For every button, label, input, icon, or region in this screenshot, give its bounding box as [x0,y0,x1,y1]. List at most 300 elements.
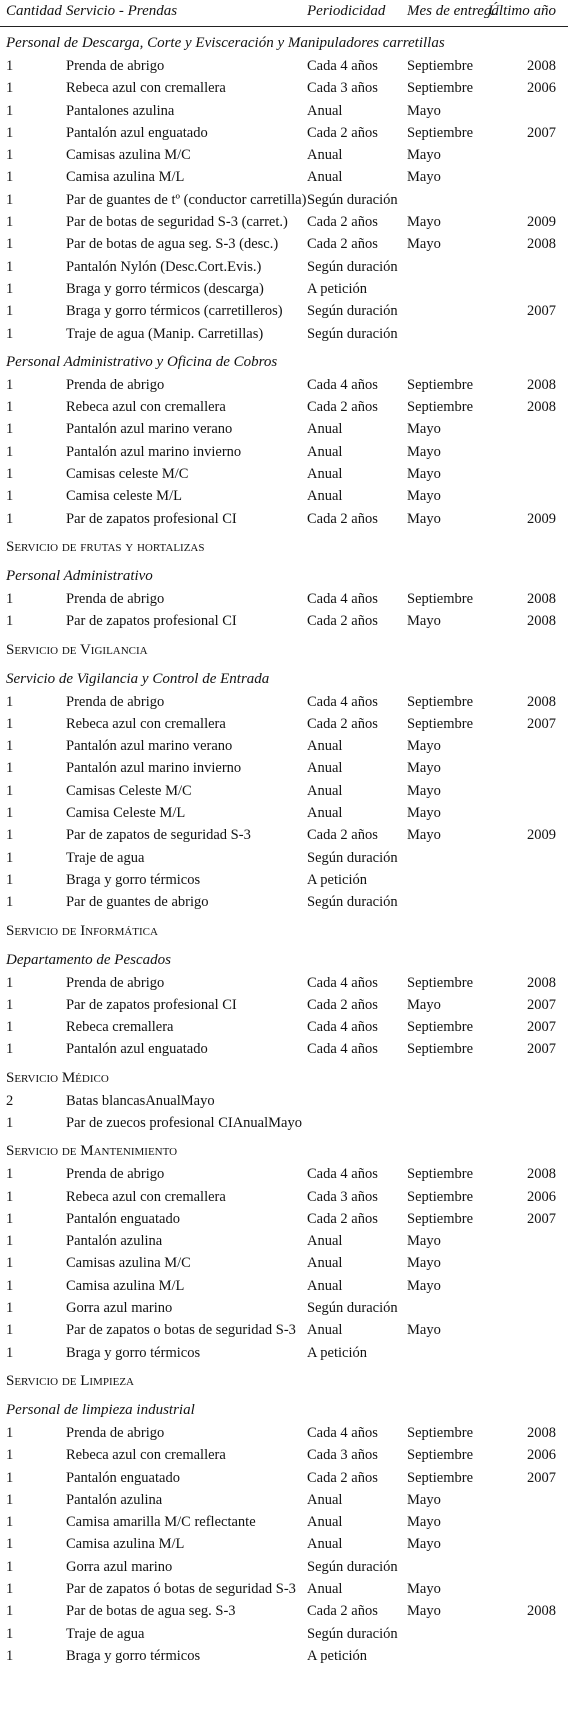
row-cantidad: 1 [6,1581,14,1598]
row-prenda: Pantalón azul marino verano [66,738,233,755]
row-ultimo-ano: 2009 [527,510,556,527]
row-prenda: Braga y gorro térmicos (carretilleros) [66,303,283,320]
row-cantidad: 1 [6,1188,14,1205]
row-cantidad: 1 [6,590,14,607]
row-cantidad: 1 [6,894,14,911]
table-row [0,56,568,78]
row-mes-entrega: Septiembre [407,80,474,97]
row-mes-entrega: Mayo [407,1514,441,1531]
row-periodicidad: Según duración [307,325,398,342]
row-periodicidad: Cada 2 años [307,124,378,141]
row-mes-entrega: Mayo [407,1603,441,1620]
row-prenda: Batas blancasAnualMayo [66,1092,215,1109]
table-row [0,257,568,279]
row-periodicidad: Cada 2 años [307,214,378,231]
row-cantidad: 1 [6,613,14,630]
row-cantidad: 1 [6,1277,14,1294]
row-cantidad: 1 [6,1647,14,1664]
table-row [0,1039,568,1061]
row-periodicidad: Cada 4 años [307,1019,378,1036]
row-cantidad: 1 [6,510,14,527]
row-mes-entrega: Mayo [407,169,441,186]
row-ultimo-ano: 2008 [527,974,556,991]
section-title: Servicio de Vigilancia y Control de Entrada [6,670,270,687]
row-mes-entrega: Septiembre [407,693,474,710]
row-prenda: Gorra azul marino [66,1558,173,1575]
table-row [0,167,568,189]
row-cantidad: 1 [6,191,14,208]
row-ultimo-ano: 2007 [527,1210,556,1227]
section-title: Servicio de Limpieza [6,1372,135,1389]
row-periodicidad: Anual [307,488,343,505]
row-prenda: Braga y gorro térmicos [66,1647,201,1664]
row-cantidad: 1 [6,738,14,755]
table-row [0,892,568,914]
row-ultimo-ano: 2006 [527,80,556,97]
row-prenda: Rebeca azul con cremallera [66,80,226,97]
row-periodicidad: Según duración [307,894,398,911]
section-heading [0,560,568,589]
row-mes-entrega: Mayo [407,421,441,438]
section-title: Personal Administrativo y Oficina de Cobros [6,353,278,370]
row-periodicidad: Cada 3 años [307,1447,378,1464]
row-cantidad: 1 [6,1625,14,1642]
row-periodicidad: Cada 2 años [307,1603,378,1620]
row-periodicidad: Cada 4 años [307,1166,378,1183]
table-row [0,781,568,803]
section-block [0,1365,568,1394]
row-mes-entrega: Mayo [407,827,441,844]
table-row [0,1091,568,1113]
section-title: Servicio de frutas y hortalizas [6,538,205,555]
section-block [0,1062,568,1136]
row-periodicidad: Anual [307,1255,343,1272]
row-prenda: Pantalón azul enguatado [66,124,208,141]
row-mes-entrega: Mayo [407,996,441,1013]
row-cantidad: 1 [6,1255,14,1272]
table-row [0,1231,568,1253]
table-row [0,301,568,323]
row-periodicidad: Cada 4 años [307,590,378,607]
row-ultimo-ano: 2008 [527,1424,556,1441]
row-prenda: Rebeca azul con cremallera [66,1447,226,1464]
row-cantidad: 1 [6,1019,14,1036]
row-periodicidad: Anual [307,1536,343,1553]
table-row [0,464,568,486]
row-mes-entrega: Mayo [407,214,441,231]
row-periodicidad: Anual [307,1581,343,1598]
row-prenda: Prenda de abrigo [66,376,165,393]
row-mes-entrega: Mayo [407,1581,441,1598]
row-periodicidad: Anual [307,738,343,755]
header-periodicidad: Periodicidad [307,3,386,19]
section-heading [0,531,568,560]
row-prenda: Pantalón enguatado [66,1210,180,1227]
table-row [0,692,568,714]
row-prenda: Camisa celeste M/L [66,488,182,505]
row-prenda: Par de guantes de abrigo [66,894,209,911]
row-ultimo-ano: 2008 [527,613,556,630]
row-ultimo-ano: 2008 [527,1603,556,1620]
row-prenda: Par de zapatos ó botas de seguridad S-3 [66,1581,296,1598]
table-row [0,78,568,100]
table-row [0,1557,568,1579]
row-periodicidad: Cada 2 años [307,996,378,1013]
row-periodicidad: Según duración [307,303,398,320]
row-periodicidad: Cada 4 años [307,974,378,991]
row-prenda: Pantalón azul marino invierno [66,443,242,460]
row-periodicidad: Anual [307,421,343,438]
row-cantidad: 1 [6,1166,14,1183]
section-title: Servicio de Mantenimiento [6,1143,178,1160]
table-row [0,419,568,441]
row-cantidad: 1 [6,871,14,888]
section-title: Departamento de Pescados [6,951,171,968]
row-prenda: Pantalón azulina [66,1491,163,1508]
table-row [0,1534,568,1556]
row-cantidad: 1 [6,169,14,186]
row-mes-entrega: Mayo [407,1322,441,1339]
row-cantidad: 1 [6,974,14,991]
row-prenda: Camisas celeste M/C [66,466,189,483]
row-prenda: Par de zapatos de seguridad S-3 [66,827,251,844]
table-row [0,324,568,346]
row-mes-entrega: Septiembre [407,1166,474,1183]
row-cantidad: 1 [6,1514,14,1531]
table-body [0,27,568,1668]
row-mes-entrega: Septiembre [407,124,474,141]
row-periodicidad: Cada 2 años [307,715,378,732]
row-prenda: Prenda de abrigo [66,974,165,991]
header-ultimo-ano: Último año [488,3,556,19]
row-prenda: Pantalones azulina [66,102,175,119]
row-ultimo-ano: 2008 [527,590,556,607]
row-mes-entrega: Septiembre [407,1447,474,1464]
row-mes-entrega: Septiembre [407,1424,474,1441]
section-heading [0,663,568,692]
row-mes-entrega: Mayo [407,510,441,527]
row-prenda: Prenda de abrigo [66,58,165,74]
table-row [0,1468,568,1490]
row-cantidad: 1 [6,236,14,253]
section-heading [0,1365,568,1394]
row-cantidad: 1 [6,1536,14,1553]
row-cantidad: 1 [6,102,14,119]
section-heading [0,915,568,944]
row-mes-entrega: Septiembre [407,58,474,74]
row-prenda: Camisa amarilla M/C reflectante [66,1514,256,1531]
row-prenda: Traje de agua [66,849,145,866]
row-mes-entrega: Septiembre [407,1210,474,1227]
row-mes-entrega: Mayo [407,1536,441,1553]
table-row [0,714,568,736]
row-periodicidad: Anual [307,1277,343,1294]
row-mes-entrega: Mayo [407,613,441,630]
row-periodicidad: A petición [307,871,368,888]
row-prenda: Pantalón azul enguatado [66,1041,208,1058]
row-mes-entrega: Septiembre [407,1041,474,1058]
row-prenda: Prenda de abrigo [66,590,165,607]
section-block [0,531,568,560]
row-ultimo-ano: 2007 [527,1041,556,1058]
section-block [0,1394,568,1668]
table-row [0,1253,568,1275]
section-heading [0,1062,568,1091]
section-block [0,634,568,663]
section-block [0,663,568,915]
row-ultimo-ano: 2008 [527,399,556,416]
row-cantidad: 1 [6,1041,14,1058]
row-mes-entrega: Mayo [407,1255,441,1272]
row-mes-entrega: Septiembre [407,376,474,393]
row-periodicidad: Anual [307,466,343,483]
table-row [0,397,568,419]
row-cantidad: 1 [6,1469,14,1486]
section-heading [0,634,568,663]
table-row [0,212,568,234]
table-row [0,123,568,145]
row-ultimo-ano: 2007 [527,996,556,1013]
row-prenda: Par de botas de agua seg. S-3 (desc.) [66,236,279,253]
table-row [0,1276,568,1298]
row-ultimo-ano: 2007 [527,124,556,141]
row-cantidad: 1 [6,996,14,1013]
row-prenda: Par de zapatos o botas de seguridad S-3 [66,1322,296,1339]
row-cantidad: 1 [6,466,14,483]
row-periodicidad: Cada 2 años [307,1469,378,1486]
row-prenda: Par de zuecos profesional CIAnualMayo [66,1114,302,1131]
table-row [0,190,568,212]
row-cantidad: 1 [6,58,14,74]
row-prenda: Prenda de abrigo [66,1424,165,1441]
table-row [0,1490,568,1512]
row-cantidad: 1 [6,443,14,460]
section-block [0,560,568,634]
row-prenda: Rebeca azul con cremallera [66,1188,226,1205]
row-prenda: Braga y gorro térmicos [66,871,201,888]
row-cantidad: 1 [6,1603,14,1620]
row-periodicidad: Según duración [307,1625,398,1642]
row-cantidad: 1 [6,421,14,438]
table-row [0,1423,568,1445]
row-periodicidad: A petición [307,1344,368,1361]
row-periodicidad: Cada 2 años [307,510,378,527]
row-periodicidad: Cada 2 años [307,613,378,630]
row-prenda: Par de zapatos profesional CI [66,510,237,527]
row-periodicidad: Cada 4 años [307,1041,378,1058]
table-header [0,0,568,27]
row-cantidad: 1 [6,376,14,393]
row-periodicidad: Cada 3 años [307,80,378,97]
row-mes-entrega: Septiembre [407,1188,474,1205]
table-row [0,736,568,758]
table-row [0,1343,568,1365]
row-ultimo-ano: 2006 [527,1447,556,1464]
row-mes-entrega: Mayo [407,236,441,253]
row-periodicidad: Anual [307,782,343,799]
table-row [0,995,568,1017]
row-cantidad: 1 [6,399,14,416]
row-prenda: Rebeca azul con cremallera [66,399,226,416]
row-prenda: Par de guantes de tº (conductor carretilla) [66,191,307,208]
row-mes-entrega: Mayo [407,102,441,119]
section-block [0,915,568,944]
row-prenda: Camisa azulina M/L [66,1536,185,1553]
table-row [0,1298,568,1320]
section-block [0,944,568,1062]
row-periodicidad: Anual [307,169,343,186]
row-prenda: Pantalón Nylón (Desc.Cort.Evis.) [66,258,262,275]
row-cantidad: 1 [6,147,14,164]
row-cantidad: 1 [6,849,14,866]
row-prenda: Pantalón azul marino invierno [66,760,242,777]
row-ultimo-ano: 2007 [527,1469,556,1486]
table-row [0,1320,568,1342]
row-mes-entrega: Septiembre [407,1019,474,1036]
row-mes-entrega: Septiembre [407,399,474,416]
row-cantidad: 1 [6,488,14,505]
row-periodicidad: Según duración [307,849,398,866]
row-mes-entrega: Mayo [407,782,441,799]
row-periodicidad: Cada 4 años [307,376,378,393]
row-periodicidad: Anual [307,805,343,822]
table-row [0,825,568,847]
row-cantidad: 1 [6,124,14,141]
row-cantidad: 1 [6,280,14,297]
row-periodicidad: Cada 4 años [307,58,378,74]
row-ultimo-ano: 2006 [527,1188,556,1205]
row-periodicidad: Anual [307,1491,343,1508]
table-row [0,442,568,464]
row-mes-entrega: Mayo [407,466,441,483]
row-periodicidad: Anual [307,102,343,119]
row-ultimo-ano: 2007 [527,1019,556,1036]
row-ultimo-ano: 2009 [527,827,556,844]
row-periodicidad: Según duración [307,1558,398,1575]
row-cantidad: 1 [6,1491,14,1508]
table-row [0,1113,568,1135]
table-row [0,279,568,301]
section-title: Personal Administrativo [6,567,153,584]
row-cantidad: 1 [6,805,14,822]
row-prenda: Braga y gorro térmicos [66,1344,201,1361]
row-cantidad: 1 [6,760,14,777]
row-prenda: Traje de agua (Manip. Carretillas) [66,325,264,342]
table-row [0,1646,568,1668]
row-cantidad: 1 [6,1558,14,1575]
table-row [0,1187,568,1209]
row-prenda: Par de zapatos profesional CI [66,996,237,1013]
row-cantidad: 1 [6,1210,14,1227]
table-row [0,758,568,780]
row-periodicidad: Según duración [307,191,398,208]
row-periodicidad: A petición [307,1647,368,1664]
row-mes-entrega: Septiembre [407,590,474,607]
section-title: Servicio de Informática [6,922,158,939]
table-row [0,848,568,870]
table-row [0,1017,568,1039]
row-mes-entrega: Mayo [407,1233,441,1250]
table-row [0,803,568,825]
table-row [0,1445,568,1467]
row-periodicidad: Cada 2 años [307,236,378,253]
table-row [0,101,568,123]
row-cantidad: 1 [6,214,14,231]
row-prenda: Camisas azulina M/C [66,147,191,164]
row-periodicidad: Anual [307,443,343,460]
section-heading [0,346,568,375]
row-mes-entrega: Mayo [407,760,441,777]
row-prenda: Camisas Celeste M/C [66,782,192,799]
row-ultimo-ano: 2007 [527,715,556,732]
row-mes-entrega: Mayo [407,1491,441,1508]
row-prenda: Camisa Celeste M/L [66,805,186,822]
header-servicio-prendas: Servicio - Prendas [66,3,178,19]
row-prenda: Traje de agua [66,1625,145,1642]
row-prenda: Par de botas de agua seg. S-3 [66,1603,236,1620]
row-periodicidad: Cada 3 años [307,1188,378,1205]
row-prenda: Rebeca azul con cremallera [66,715,226,732]
row-cantidad: 1 [6,1447,14,1464]
row-periodicidad: Según duración [307,258,398,275]
section-block [0,346,568,531]
row-cantidad: 1 [6,1300,14,1317]
table-row [0,973,568,995]
row-cantidad: 1 [6,782,14,799]
section-block [0,27,568,346]
section-title: Servicio Médico [6,1069,109,1086]
table-row [0,509,568,531]
row-ultimo-ano: 2008 [527,58,556,74]
header-mes-entrega: Mes de entrega [407,3,499,19]
row-mes-entrega: Septiembre [407,715,474,732]
row-prenda: Pantalón azul marino verano [66,421,233,438]
row-periodicidad: Cada 2 años [307,1210,378,1227]
row-mes-entrega: Mayo [407,1277,441,1294]
section-heading [0,1135,568,1164]
row-mes-entrega: Mayo [407,488,441,505]
row-prenda: Prenda de abrigo [66,1166,165,1183]
row-ultimo-ano: 2009 [527,214,556,231]
row-ultimo-ano: 2008 [527,236,556,253]
row-mes-entrega: Mayo [407,805,441,822]
table-row [0,611,568,633]
section-heading [0,27,568,56]
row-mes-entrega: Mayo [407,147,441,164]
row-prenda: Pantalón enguatado [66,1469,180,1486]
row-cantidad: 1 [6,1344,14,1361]
section-heading [0,944,568,973]
row-cantidad: 1 [6,693,14,710]
row-cantidad: 1 [6,1114,14,1131]
table-row [0,234,568,256]
row-periodicidad: Anual [307,1322,343,1339]
row-ultimo-ano: 2008 [527,376,556,393]
row-prenda: Prenda de abrigo [66,693,165,710]
row-mes-entrega: Mayo [407,738,441,755]
table-row [0,486,568,508]
row-prenda: Par de zapatos profesional CI [66,613,237,630]
row-cantidad: 1 [6,325,14,342]
row-prenda: Rebeca cremallera [66,1019,174,1036]
row-prenda: Par de botas de seguridad S-3 (carret.) [66,214,288,231]
section-title: Personal de Descarga, Corte y Evisceración y Manipuladores carretillas [6,35,445,51]
table-row [0,1209,568,1231]
table-row [0,1579,568,1601]
row-prenda: Pantalón azulina [66,1233,163,1250]
table-row [0,1624,568,1646]
row-cantidad: 2 [6,1092,14,1109]
